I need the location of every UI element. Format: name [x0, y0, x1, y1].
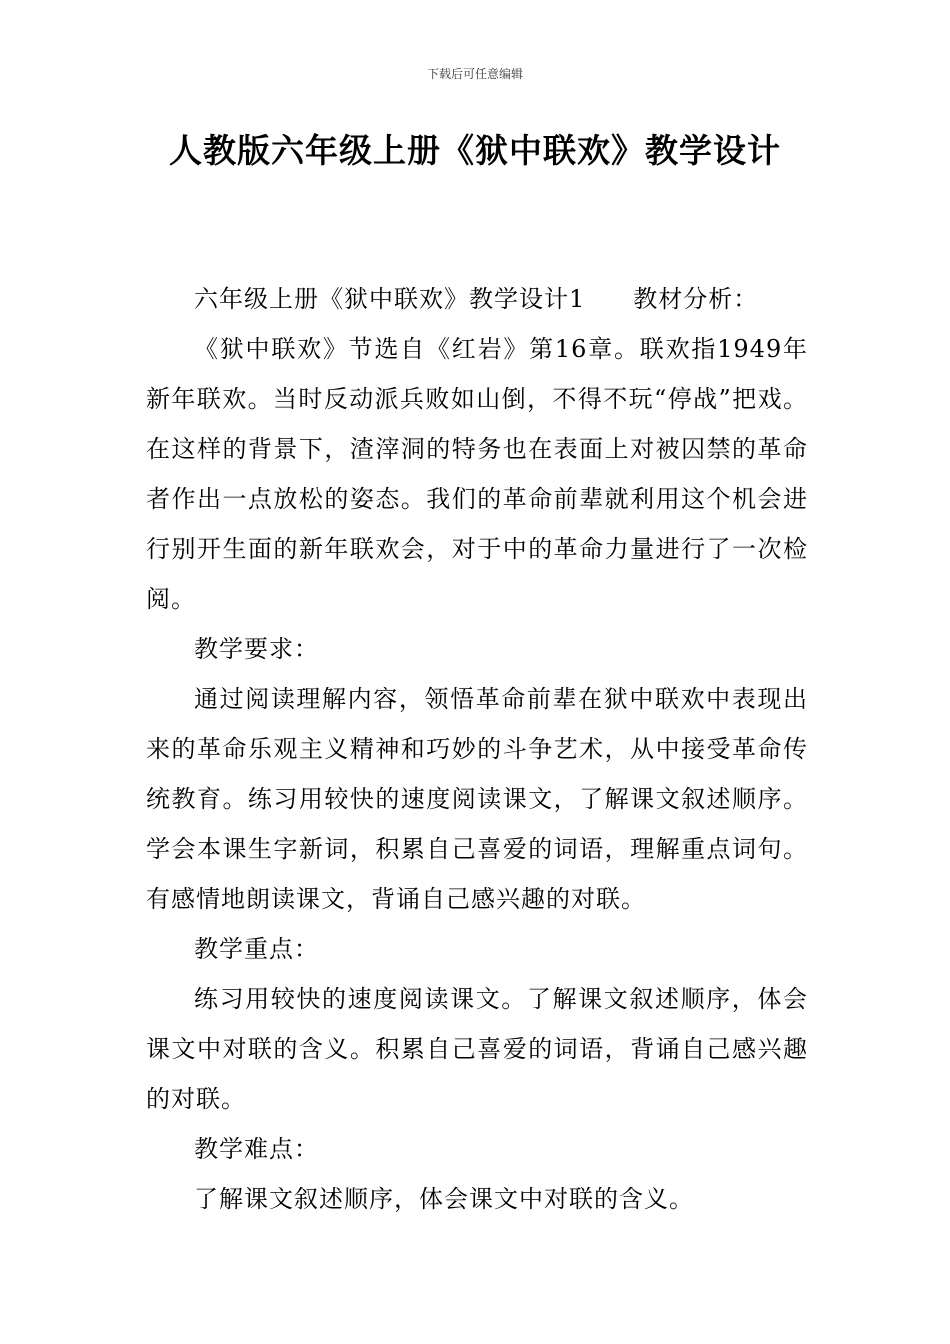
requirements-paragraph: 通过阅读理解内容，领悟革命前辈在狱中联欢中表现出来的革命乐观主义精神和巧妙的斗争艺术，从中接受革命传统教育。练习用较快的速度阅读课文，了解课文叙述顺序。学会本课生字新词，积累自己喜爱的词语，理解重点词句。有感情地朗读课文，背诵自己感兴趣的对联。 — [146, 685, 808, 913]
page-header-note: 下载后可任意编辑 — [426, 67, 523, 81]
intro-label: 教材分析： — [633, 285, 759, 313]
key-points-heading: 教学重点： — [194, 935, 319, 963]
intro-title: 六年级上册《狱中联欢》教学设计1 — [194, 285, 586, 313]
key-points-paragraph: 练习用较快的速度阅读课文。了解课文叙述顺序，体会课文中对联的含义。积累自己喜爱的词语，背诵自己感兴趣的对联。 — [146, 985, 808, 1113]
requirements-heading: 教学要求： — [194, 635, 319, 663]
difficulties-paragraph: 了解课文叙述顺序，体会课文中对联的含义。 — [194, 1185, 694, 1213]
intro-line — [146, 274, 808, 324]
document-title: 人教版六年级上册《狱中联欢》教学设计 — [169, 131, 781, 170]
difficulties-heading: 教学难点： — [194, 1135, 319, 1163]
analysis-paragraph: 《狱中联欢》节选自《红岩》第16章。联欢指1949年新年联欢。当时反动派兵败如山倒，不得不玩“停战”把戏。在这样的背景下，渣滓洞的特务也在表面上对被囚禁的革命者作出一点放松的姿态。我们的革命前辈就利用这个机会进行别开生面的新年联欢会，对于中的革命力量进行了一次检阅。 — [146, 335, 808, 613]
document-body — [146, 274, 808, 1224]
